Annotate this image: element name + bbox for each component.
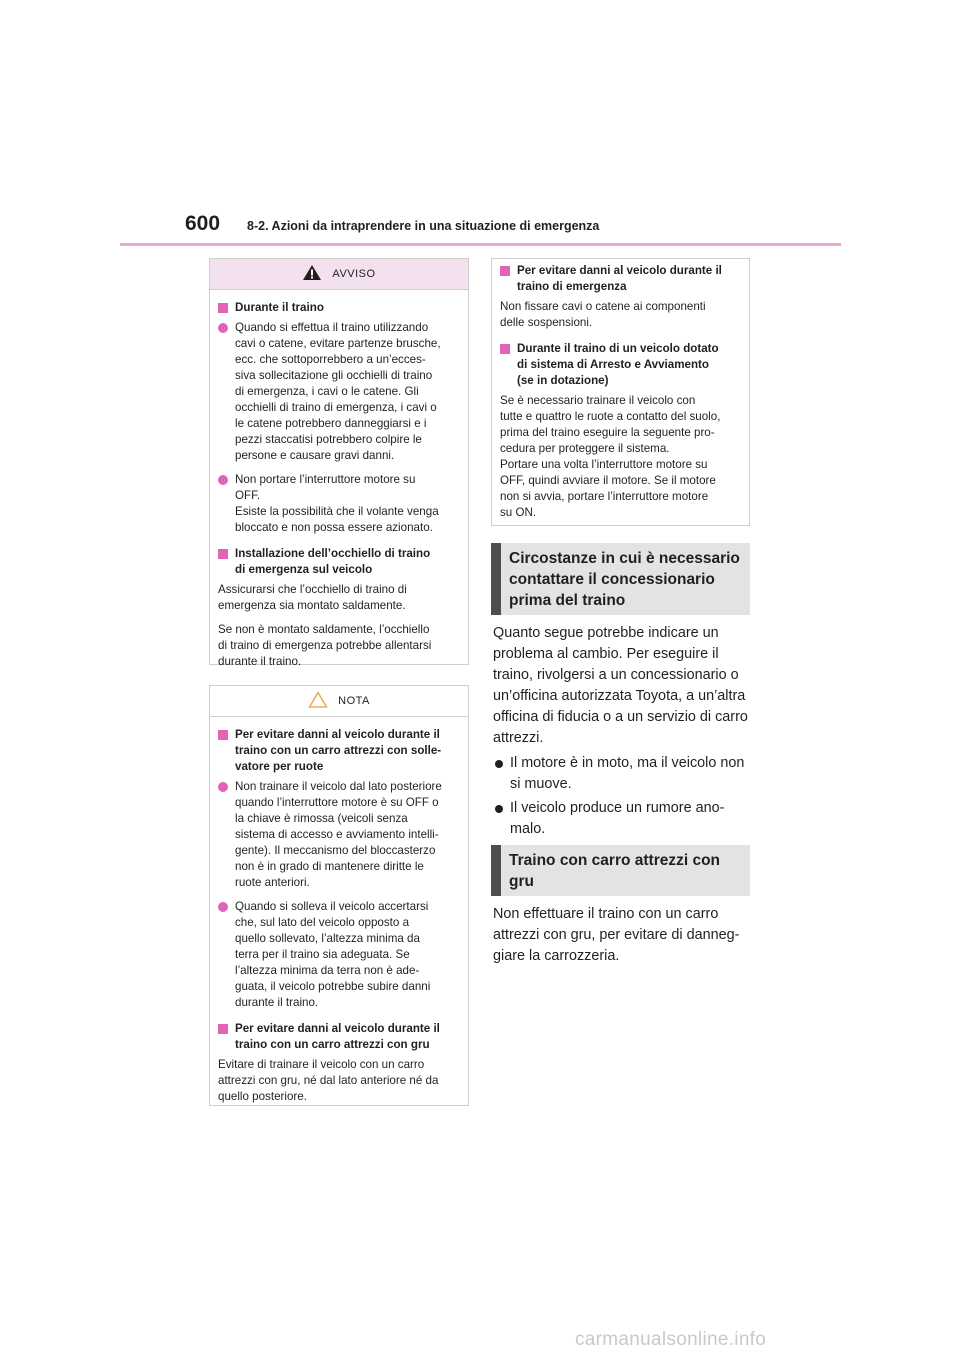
warning-paragraph: Se non è montato saldamente, l’occhiello di traino di emergenza potrebbe allentarsi durante il traino. <box>218 623 432 668</box>
warning-box <box>209 258 469 668</box>
note-bullet: Non trainare il veicolo dal lato posteriore quando l’interruttore motore è su OFF o la chiave è rimossa (veicoli senza sistema di accesso e avviamento intelli- gente). Il meccanismo del bloccasterzo non è in grado di mantenere diritte le ruote anteriori. <box>218 779 460 891</box>
note-paragraph: Se è necessario trainare il veicolo con tutte e quattro le ruote a contatto del suolo, prima del traino eseguire la seguente pro- cedura per proteggere il sistema. Portare una volta l’interruttore motore su OFF, quindi avviare il motore. Se il motore non si avvia, portare l’interruttore motore su ON. <box>500 394 721 519</box>
note-paragraph: Non fissare cavi o catene ai componenti delle sospensioni. <box>500 300 706 329</box>
note-section-title: Per evitare danni al veicolo durante il traino di emergenza <box>500 263 741 295</box>
section-bullet: Il motore è in moto, ma il veicolo non si muove. <box>493 753 755 795</box>
caution-triangle-icon <box>308 691 328 711</box>
section-heading-tow-truck: Traino con carro attrezzi con gru <box>491 845 750 896</box>
warning-bullet: Quando si effettua il traino utilizzando cavi o catene, evitare partenze brusche, ecc. che sottoporrebbero a un’ecces- siva sollecitazione gli occhielli di traino di emergenza, i cavi o le catene. Gli occhielli di traino di emergenza, i cavi o le catene potrebbero danneggiarsi e i pezzi staccatisi potrebbero colpire le persone e causare gravi danni. <box>218 320 460 464</box>
warning-paragraph: Assicurarsi che l’occhiello di traino di emergenza sia montato saldamente. <box>218 583 407 612</box>
section-body: Quanto segue potrebbe indicare un problema al cambio. Per eseguire il traino, rivolgersi a un concessionario o un’officina autorizzata Toyota, a un’altra officina di fiducia o a un servizio di carro attrezzi. <box>493 625 748 746</box>
page-number: 600 <box>185 212 221 235</box>
warning-title: AVVISO <box>332 268 376 280</box>
section-bullet: Il veicolo produce un rumore ano- malo. <box>493 798 755 840</box>
note-section-title: Per evitare danni al veicolo durante il traino con un carro attrezzi con solle- vatore per ruote <box>218 727 460 775</box>
warning-bullet: Non portare l’interruttore motore su OFF. Esiste la possibilità che il volante venga bloccato e non possa essere azionato. <box>218 472 460 536</box>
note-bullet: Quando si solleva il veicolo accertarsi che, sul lato del veicolo opposto a quello sollevato, l’altezza minima da terra per il traino sia adeguata. Se l’altezza minima da terra non è ade- guata, il veicolo potrebbe subire danni durante il traino. <box>218 899 460 1011</box>
warning-section-title: Installazione dell’occhiello di traino di emergenza sul veicolo <box>218 546 460 578</box>
warning-box-header <box>210 259 468 290</box>
section-heading-dealer: Circostanze in cui è necessario contattare il concessionario prima del traino <box>491 543 750 615</box>
header-rule <box>120 243 841 246</box>
chapter-title: 8-2. Azioni da intraprendere in una situazione di emergenza <box>247 219 600 233</box>
note-paragraph: Evitare di trainare il veicolo con un carro attrezzi con gru, né dal lato anteriore né da quello posteriore. <box>218 1058 439 1103</box>
section-body: Non effettuare il traino con un carro attrezzi con gru, per evitare di danneg- giare la carrozzeria. <box>493 906 740 964</box>
note-title: NOTA <box>338 695 370 707</box>
note-box <box>209 685 469 1106</box>
note-section-title: Per evitare danni al veicolo durante il traino con un carro attrezzi con gru <box>218 1021 460 1053</box>
note-section-title: Durante il traino di un veicolo dotato di sistema di Arresto e Avviamento (se in dotazione) <box>500 341 741 389</box>
warning-section-title: Durante il traino <box>218 300 460 316</box>
note-box-continued <box>491 258 750 526</box>
warning-triangle-icon <box>302 264 322 284</box>
watermark: carmanualsonline.info <box>575 1329 767 1350</box>
note-box-header <box>210 686 468 717</box>
